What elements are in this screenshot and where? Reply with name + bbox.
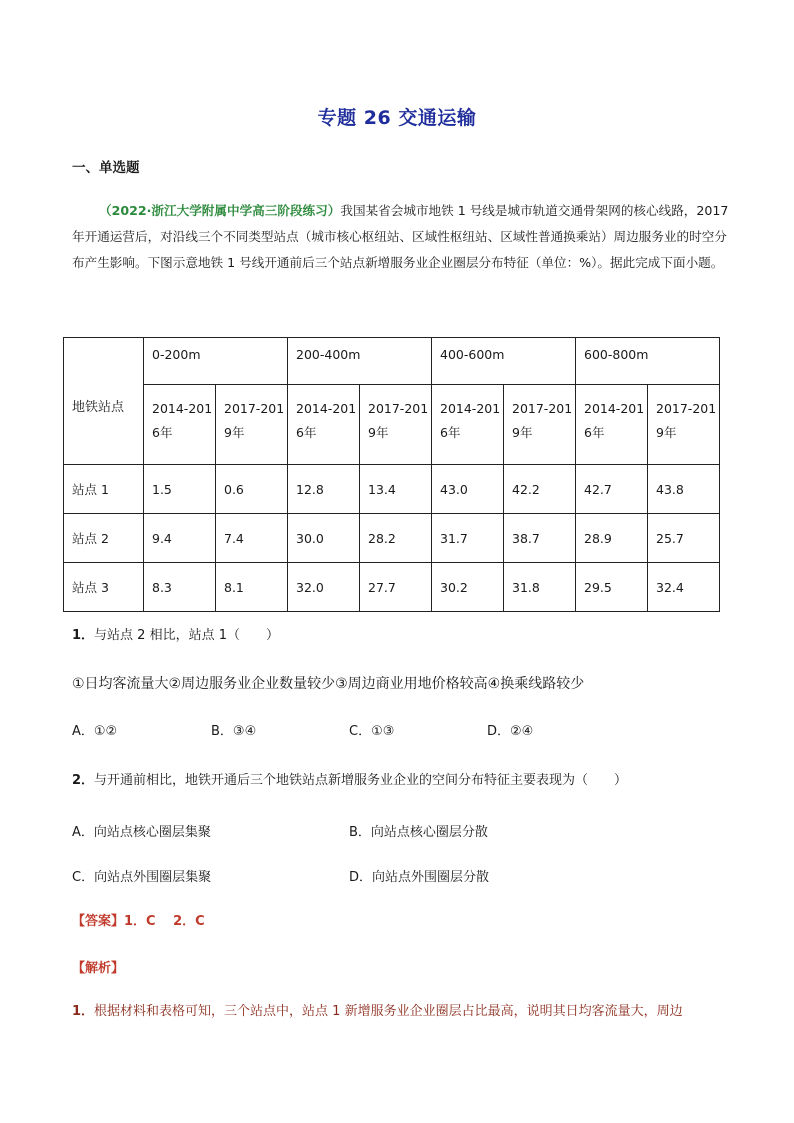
period-header: 2014-201 6年 xyxy=(576,385,648,465)
station-name: 站点 3 xyxy=(64,563,144,612)
analysis-label: 【解析】 xyxy=(72,961,125,976)
period-header: 2017-201 9年 xyxy=(216,385,288,465)
table-cell: 13.4 xyxy=(360,465,432,514)
table-cell: 31.7 xyxy=(432,514,504,563)
table-cell: 30.2 xyxy=(432,563,504,612)
table-cell: 30.0 xyxy=(288,514,360,563)
q1-option-b[interactable]: B．③④ xyxy=(211,724,257,739)
table-cell: 31.8 xyxy=(504,563,576,612)
table-cell: 42.7 xyxy=(576,465,648,514)
question-2-stem: 2．与开通前相比，地铁开通后三个地铁站点新增服务业企业的空间分布特征主要表现为（ ） xyxy=(72,773,628,788)
period-header: 2017-201 9年 xyxy=(504,385,576,465)
q2-option-d[interactable]: D．向站点外围圈层分散 xyxy=(349,870,490,885)
band-header: 400-600m xyxy=(432,338,576,385)
table-row-header: 地铁站点 xyxy=(64,338,144,465)
q2-option-b[interactable]: B．向站点核心圈层分散 xyxy=(349,825,488,840)
table-cell: 1.5 xyxy=(144,465,216,514)
table-cell: 8.3 xyxy=(144,563,216,612)
analysis-text: 1．根据材料和表格可知，三个站点中，站点 1 新增服务业企业圈层占比最高，说明其日均客流量大，周边 xyxy=(72,1004,683,1019)
table-cell: 8.1 xyxy=(216,563,288,612)
table-cell: 0.6 xyxy=(216,465,288,514)
period-header: 2017-201 9年 xyxy=(648,385,720,465)
intro-text: 我国某省会城市地铁 1 号线是城市轨道交通骨架网的核心线路，2017 年开通运营后，对沿线三个不同类型站点（城市核心枢纽站、区域性枢纽站、区域性普通换乘站）周边服务业的时空分布产生影响。下图示意地铁 1 号线开通前后三个站点新增服务业企业圈层分布特征（单位：%）。据此完成下面小题。 xyxy=(72,203,729,270)
table-row xyxy=(64,465,720,514)
question-1-statements: ①日均客流量大②周边服务业企业数量较少③周边商业用地价格较高④换乘线路较少 xyxy=(72,676,585,692)
table-cell: 32.0 xyxy=(288,563,360,612)
table-cell: 38.7 xyxy=(504,514,576,563)
table-cell: 9.4 xyxy=(144,514,216,563)
table-cell: 29.5 xyxy=(576,563,648,612)
table-row xyxy=(64,514,720,563)
question-1-stem: 1．与站点 2 相比，站点 1（ ） xyxy=(72,628,279,643)
band-header: 600-800m xyxy=(576,338,720,385)
table-cell: 43.0 xyxy=(432,465,504,514)
table-cell: 7.4 xyxy=(216,514,288,563)
q1-option-a[interactable]: A．①② xyxy=(72,724,118,739)
section-heading: 一、单选题 xyxy=(72,160,140,176)
table-cell: 25.7 xyxy=(648,514,720,563)
table-cell: 42.2 xyxy=(504,465,576,514)
station-name: 站点 2 xyxy=(64,514,144,563)
period-header: 2014-201 6年 xyxy=(144,385,216,465)
period-header: 2017-201 9年 xyxy=(360,385,432,465)
table-cell: 28.2 xyxy=(360,514,432,563)
station-data-table xyxy=(63,337,720,612)
table-cell: 32.4 xyxy=(648,563,720,612)
period-header: 2014-201 6年 xyxy=(288,385,360,465)
question-intro xyxy=(72,198,732,276)
station-name: 站点 1 xyxy=(64,465,144,514)
q1-option-d[interactable]: D．②④ xyxy=(487,724,534,739)
period-header: 2014-201 6年 xyxy=(432,385,504,465)
table-cell: 12.8 xyxy=(288,465,360,514)
answer-line xyxy=(72,910,205,929)
table-cell: 28.9 xyxy=(576,514,648,563)
q2-option-c[interactable]: C．向站点外围圈层集聚 xyxy=(72,870,212,885)
answer-label: 【答案】 xyxy=(72,914,125,929)
q2-option-a[interactable]: A．向站点核心圈层集聚 xyxy=(72,825,211,840)
document-title: 专题 26 交通运输 xyxy=(317,107,477,129)
band-header: 200-400m xyxy=(288,338,432,385)
table-cell: 43.8 xyxy=(648,465,720,514)
question-source: （2022·浙江大学附属中学高三阶段练习） xyxy=(99,203,341,218)
table-cell: 27.7 xyxy=(360,563,432,612)
answer-value: 1．C 2．C xyxy=(124,914,205,929)
table-row xyxy=(64,563,720,612)
q1-option-c[interactable]: C．①③ xyxy=(349,724,395,739)
band-header: 0-200m xyxy=(144,338,288,385)
